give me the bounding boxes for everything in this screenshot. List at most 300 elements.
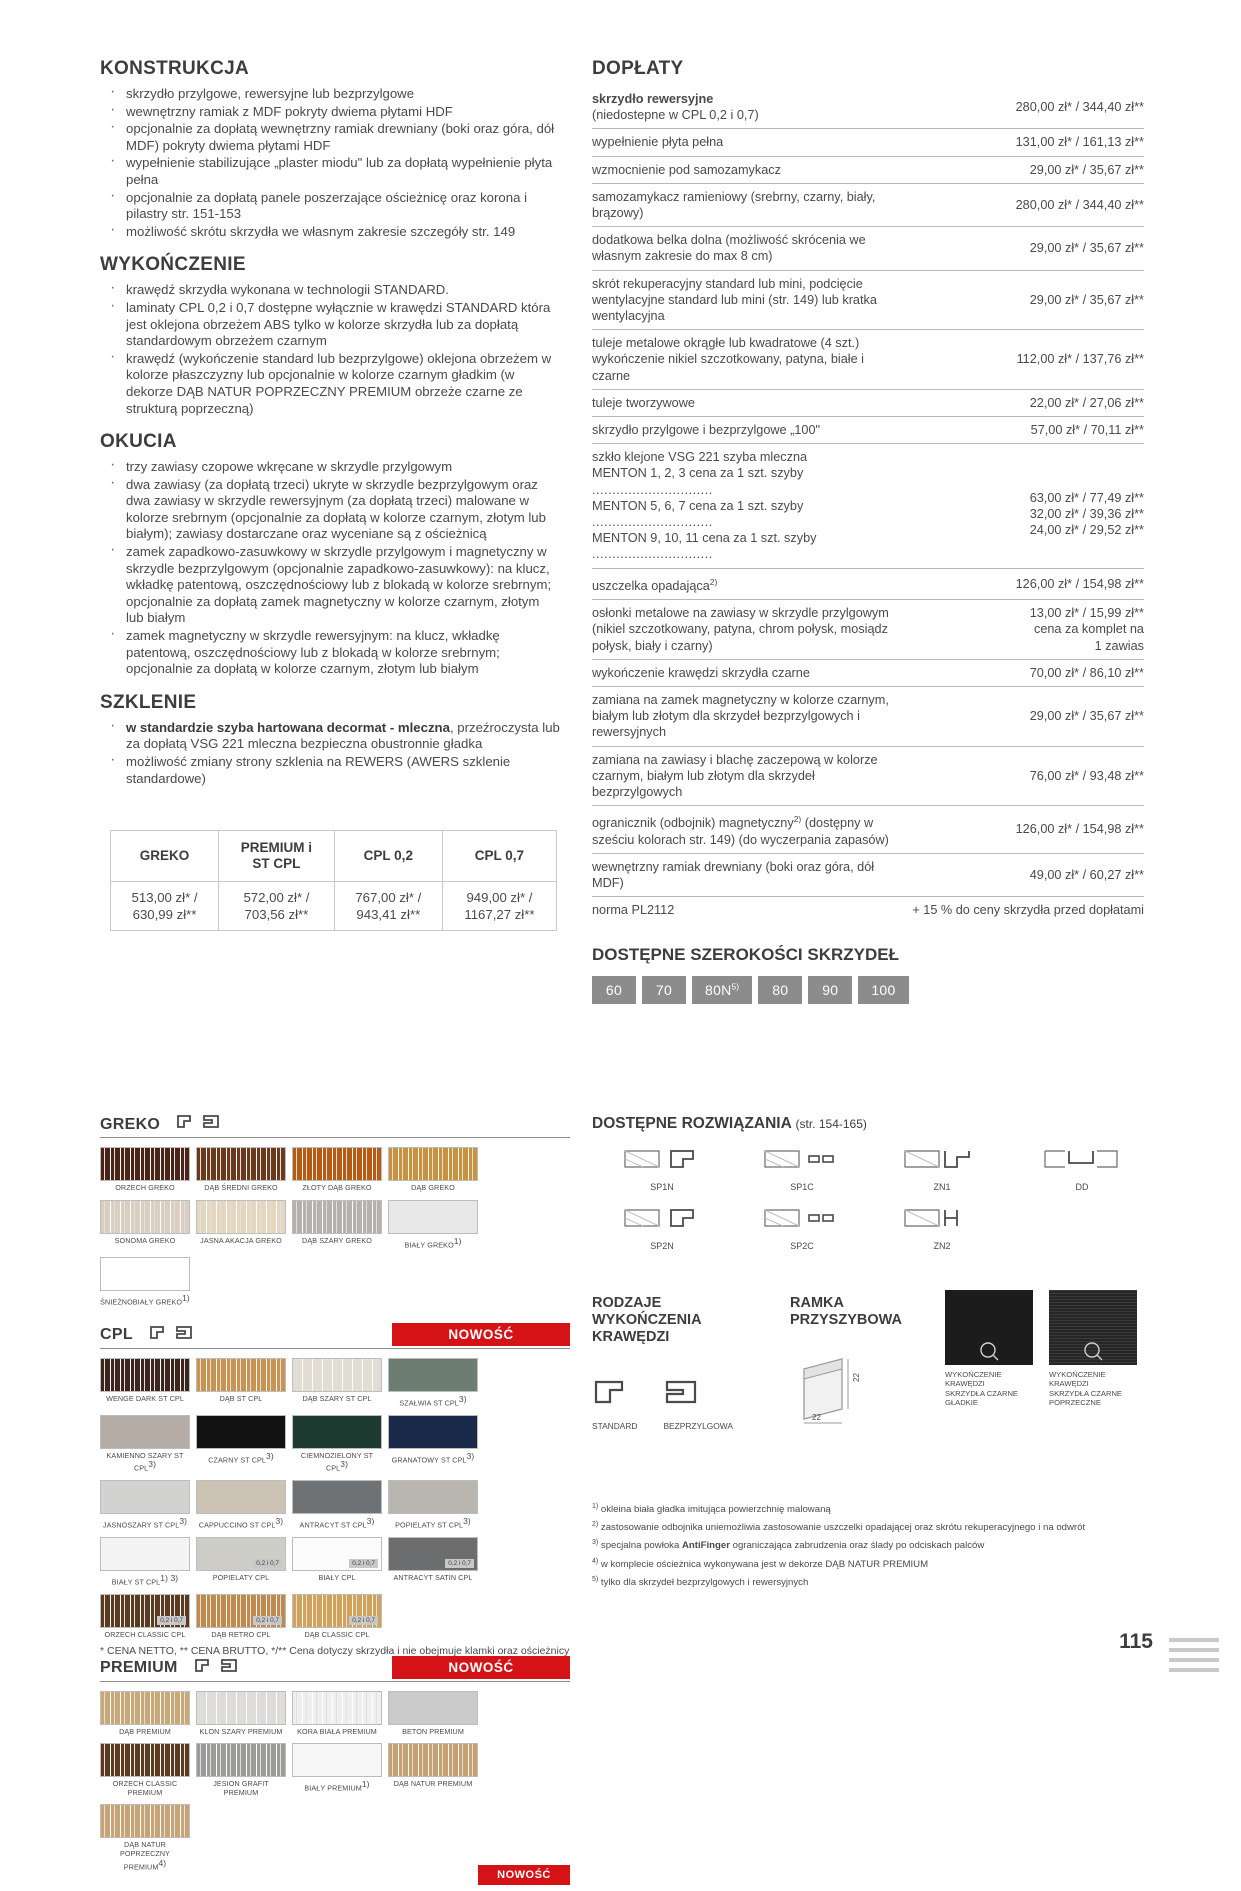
color-swatch[interactable] [100, 1594, 190, 1640]
price-header-3: CPL 0,7 [442, 831, 556, 882]
table-row [592, 227, 1144, 270]
color-swatch[interactable] [196, 1480, 286, 1530]
doplaty-price: 13,00 zł* / 15,99 zł** cena za komplet na 1 zawias [902, 600, 1144, 660]
color-swatch[interactable] [100, 1743, 190, 1797]
solution-diagram-icon [759, 1206, 845, 1232]
swatch-label: CAPPUCCINO ST CPL3) [198, 1516, 284, 1530]
decor-head [100, 1115, 570, 1134]
swatch-chip[interactable] [100, 1358, 190, 1392]
doplaty-price: 112,00 zł* / 137,76 zł** [902, 330, 1144, 390]
solution-code: SP2N [650, 1241, 674, 1251]
decor-section-premium [100, 1659, 570, 1879]
swatch-label: POPIELATY CPL [212, 1573, 270, 1583]
nowosc-badge: NOWOŚĆ [392, 1323, 570, 1346]
swatch-label: DĄB SZARY ST CPL [302, 1393, 372, 1403]
section-title-okucia: OKUCIA [100, 431, 177, 453]
swatch-chip[interactable] [196, 1147, 286, 1181]
edge-types-block [592, 1295, 772, 1431]
swatch-label: JESION GRAFIT PREMIUM [213, 1779, 269, 1797]
doplaty-label: wypełnienie płyta pełna [592, 129, 902, 156]
doplaty-price: 57,00 zł* / 70,11 zł** [902, 417, 1144, 444]
swatch-chip[interactable] [292, 1200, 382, 1234]
table-row [592, 746, 1144, 806]
solution-code: SP1N [650, 1182, 674, 1192]
color-swatch[interactable] [292, 1743, 382, 1797]
swatch-chip[interactable] [292, 1147, 382, 1181]
swatch-label: BETON PREMIUM [402, 1726, 464, 1736]
swatch-chip[interactable] [196, 1480, 286, 1514]
solution-diagram-icon [1039, 1147, 1125, 1173]
width-chip-70[interactable]: 70 [642, 976, 686, 1004]
color-swatch[interactable] [292, 1200, 382, 1250]
color-swatch[interactable] [292, 1594, 382, 1640]
solution-diagram-icon [899, 1147, 985, 1173]
color-swatch[interactable] [388, 1691, 478, 1737]
swatch-label: BIAŁY PREMIUM1) [304, 1779, 370, 1793]
swatch-badge: 0,2 i 0,7 [253, 1559, 282, 1568]
color-swatch[interactable] [196, 1200, 286, 1250]
swatch-chip[interactable] [196, 1358, 286, 1392]
table-row [592, 853, 1144, 896]
edge-profile-icons [192, 1659, 240, 1678]
section-list [100, 720, 560, 787]
color-swatch[interactable] [100, 1257, 190, 1307]
color-swatch[interactable] [196, 1743, 286, 1797]
swatch-chip[interactable] [292, 1415, 382, 1449]
edge-standard-icon [592, 1380, 634, 1406]
solutions-grid [592, 1147, 1152, 1265]
swatch-label: BIAŁY CPL [318, 1573, 356, 1583]
swatch-label: ŚNIEŻNOBIAŁY GREKO1) [100, 1292, 190, 1306]
swatch-label: DĄB CLASSIC CPL [304, 1630, 370, 1640]
section-title-konstrukcja: KONSTRUKCJA [100, 58, 249, 79]
left-column [100, 58, 560, 801]
table-row [592, 568, 1144, 599]
footnote-2: $^{2)}$ zastosowanie odbojnika uniemożliwia zastosowanie uszczelki opadającej oraz skrótu rekuperacyjnego i na odwrót [592, 1521, 1086, 1534]
color-swatch[interactable] [196, 1147, 286, 1193]
doplaty-price: + 15 % do ceny skrzydła przed dopłatami [912, 903, 1144, 918]
swatch-label: ANTRACYT SATIN CPL [393, 1573, 473, 1583]
color-swatch[interactable] [100, 1804, 190, 1871]
table-row [592, 86, 1144, 129]
list-item: · trzy zawiasy czopowe wkręcane w skrzydle przylgowym [100, 459, 560, 476]
edge-bezprzylgowa-icon [663, 1380, 709, 1406]
list-item: · zamek magnetyczny w skrzydle rewersyjnym: na klucz, wkładkę patentową, oszczędnościowy lub z blokadą w kolorze srebrnym; opcjonalnie za dopłatą w kolorze czarnym, złotym lub białym [100, 628, 560, 678]
table-row [592, 600, 1144, 660]
black-edge-finish-1 [1049, 1290, 1137, 1408]
table-row [592, 183, 1144, 226]
swatch-chip[interactable] [100, 1480, 190, 1514]
color-swatch[interactable] [292, 1415, 382, 1474]
footnotes [592, 1500, 1152, 1591]
color-swatch[interactable] [388, 1200, 478, 1250]
doplaty-price: 131,00 zł* / 161,13 zł** [902, 129, 1144, 156]
widths-row [592, 976, 1144, 1004]
swatch-label: DĄB ST CPL [219, 1393, 263, 1403]
swatch-chip[interactable] [196, 1594, 286, 1628]
swatch-grid [100, 1691, 570, 1879]
doplaty-price: 22,00 zł* / 27,06 zł** [902, 389, 1144, 416]
table-row [592, 806, 1144, 854]
decor-head [100, 1659, 570, 1678]
swatch-chip[interactable] [388, 1537, 478, 1571]
solution-item-sp2c[interactable] [732, 1206, 872, 1251]
doplaty-label: samozamykacz ramieniowy (srebrny, czarny, biały, brązowy) [592, 183, 902, 226]
swatch-badge: 0,2 i 0,7 [253, 1616, 282, 1625]
color-swatch[interactable] [388, 1743, 478, 1797]
swatch-chip[interactable] [100, 1257, 190, 1291]
swatch-chip[interactable] [388, 1147, 478, 1181]
section-list [100, 459, 560, 678]
swatch-label: GRANATOWY ST CPL3) [391, 1450, 475, 1464]
doplaty-title: DOPŁATY [592, 58, 684, 79]
table-row-glass [592, 444, 1144, 568]
doplaty-label: tuleje tworzywowe [592, 389, 902, 416]
page-number: 115 [1119, 1630, 1153, 1653]
doplaty-label: uszczelka opadająca$^{2)}$ [592, 568, 902, 599]
solution-diagram-icon [899, 1206, 985, 1232]
footnote-3: $^{3)}$ specjalna powłoka AntiFinger ograniczająca zabrudzenia oraz ślady po odciskach palców [592, 1539, 985, 1552]
color-swatch[interactable] [196, 1691, 286, 1737]
swatch-chip[interactable] [100, 1415, 190, 1449]
solution-code: DD [1075, 1182, 1089, 1192]
widths-title: DOSTĘPNE SZEROKOŚCI SKRZYDEŁ [592, 945, 899, 965]
swatch-chip[interactable] [388, 1358, 478, 1392]
swatch-chip[interactable] [388, 1415, 478, 1449]
doplaty-price: 280,00 zł* / 344,40 zł** [902, 86, 1144, 129]
doplaty-label: wykończenie krawędzi skrzydła czarne [592, 659, 902, 686]
color-swatch[interactable] [196, 1537, 286, 1587]
swatch-chip[interactable] [292, 1358, 382, 1392]
swatch-chip[interactable] [388, 1480, 478, 1514]
swatch-label: CZARNY ST CPL3) [208, 1450, 274, 1464]
doplaty-label: wewnętrzny ramiak drewniany (boki oraz góra, dół MDF) [592, 853, 902, 896]
solution-item-sp2n[interactable] [592, 1206, 732, 1251]
decor-sections [100, 1115, 570, 1891]
width-chip-60[interactable]: 60 [592, 976, 636, 1004]
swatch-chip[interactable] [196, 1200, 286, 1234]
swatch-chip[interactable] [292, 1480, 382, 1514]
swatch-badge: 0,2 i 0,7 [349, 1616, 378, 1625]
doplaty-label: zamiana na zawiasy i blachę zaczepową w kolorze czarnym, białym lub złotym dla skrzydeł bezprzylgowych [592, 746, 902, 806]
section-title-wykończenie: WYKOŃCZENIE [100, 254, 246, 276]
ramka-title-line2: PRZYSZYBOWA [790, 1312, 902, 1328]
list-item: · wypełnienie stabilizujące „plaster miodu" lub za dopłatą wypełnienie płyta pełna [100, 155, 560, 188]
color-swatch[interactable] [100, 1415, 190, 1474]
base-price-table [110, 830, 557, 931]
solutions-block [592, 1115, 1152, 1265]
table-row [592, 330, 1144, 390]
color-swatch[interactable] [196, 1594, 286, 1640]
swatch-label: ANTRACYT ST CPL3) [299, 1516, 375, 1530]
swatch-label: DĄB NATUR PREMIUM [393, 1779, 473, 1789]
list-item: · wewnętrzny ramiak z MDF pokryty dwiema płytami HDF [100, 104, 560, 121]
footnote-5: $^{5)}$ tylko dla skrzydeł bezprzylgowych i rewersyjnych [592, 1575, 809, 1588]
color-swatch[interactable] [100, 1691, 190, 1737]
swatch-grid [100, 1358, 570, 1647]
solution-item-dd[interactable] [1012, 1147, 1152, 1192]
doplaty-label: skrót rekuperacyjny standard lub mini, podcięcie wentylacyjne standard lub mini (str. 149) lub kratka wentylacyjna [592, 270, 902, 330]
table-row [592, 270, 1144, 330]
solution-code: ZN1 [933, 1182, 951, 1192]
color-swatch[interactable] [388, 1358, 478, 1408]
edge-profile-icons [174, 1115, 222, 1134]
color-swatch[interactable] [388, 1537, 478, 1587]
swatch-chip[interactable] [388, 1743, 478, 1777]
solution-code: SP1C [790, 1182, 814, 1192]
swatch-chip[interactable] [388, 1691, 478, 1725]
list-item: · opcjonalnie za dopłatą wewnętrzny ramiak drewniany (boki oraz góra, dół MDF) pokryty dwiema płytami HDF [100, 121, 560, 154]
swatch-label: DĄB ŚREDNI GREKO [204, 1183, 278, 1192]
edge-title-line3: KRAWĘDZI [592, 1329, 670, 1345]
doplaty-label: tuleje metalowe okrągłe lub kwadratowe (4 szt.) wykończenie nikiel szczotkowany, patyna, białe i czarne [592, 330, 902, 390]
swatch-label: DĄB GREKO [411, 1183, 455, 1192]
decorative-bars [1169, 1638, 1219, 1678]
list-item: · możliwość skrótu skrzydła we własnym zakresie szczegóły str. 149 [100, 224, 560, 241]
decor-rule [100, 1137, 570, 1138]
swatch-chip[interactable] [100, 1594, 190, 1628]
list-item: · dwa zawiasy (za dopłatą trzeci) ukryte w skrzydle bezprzylgowym oraz dwa zawiasy w skrzydle rewersyjnym (za dopłatą trzeci) malowane w kolorze srebrnym (opcjonalnie za dopłatą w kolorze czarnym, złotym lub białym); zawiasy dostarczane oraz wyceniane są z ościeżnicą [100, 477, 560, 543]
list-item: · skrzydło przylgowe, rewersyjne lub bezprzylgowe [100, 86, 560, 103]
ramka-height-dim: 22 [851, 1373, 861, 1382]
list-item: · laminaty CPL 0,2 i 0,7 dostępne wyłącznie w krawędzi STANDARD która jest oklejona obrzeżem ABS tylko w kolorze skrzydła lub za dopłatą standardowym obrzeżem czarnym [100, 300, 560, 350]
color-swatch[interactable] [100, 1200, 190, 1250]
section-list [100, 86, 560, 240]
color-swatch[interactable] [100, 1358, 190, 1408]
edge-bezprzylgowa-label: BEZPRZYLGOWA [663, 1421, 733, 1431]
swatch-label: SZAŁWIA ST CPL3) [399, 1393, 467, 1407]
list-item: · możliwość zmiany strony szklenia na REWERS (AWERS szklenie standardowe) [100, 754, 560, 787]
solutions-subtitle: (str. 154-165) [795, 1117, 867, 1131]
swatch-label: SONOMA GREKO [114, 1235, 176, 1245]
decor-rule [100, 1348, 570, 1349]
table-row [592, 389, 1144, 416]
doplaty-label: wzmocnienie pod samozamykacz [592, 156, 902, 183]
doplaty-price: 126,00 zł* / 154,98 zł** [902, 568, 1144, 599]
list-item: · krawędź skrzydła wykonana w technologii STANDARD. [100, 282, 560, 299]
table-row [592, 686, 1144, 746]
swatch-grid [100, 1147, 570, 1314]
doplaty-price: 49,00 zł* / 60,27 zł** [902, 853, 1144, 896]
swatch-label: DĄB RETRO CPL [211, 1630, 271, 1640]
swatch-label: DĄB NATUR POPRZECZNY PREMIUM4) [119, 1840, 171, 1872]
doplaty-label: skrzydło rewersyjne (niedostepne w CPL 0,2 i 0,7) [592, 86, 902, 129]
decor-section-cpl [100, 1326, 570, 1647]
width-chip-90[interactable]: 90 [808, 976, 852, 1004]
decor-section-greko [100, 1115, 570, 1314]
decor-name: GREKO [100, 1115, 161, 1133]
swatch-label: DĄB SZARY GREKO [302, 1235, 372, 1245]
decor-name: CPL [100, 1326, 133, 1344]
price-disclaimer: * CENA NETTO, ** CENA BRUTTO, */** Cena dotyczy skrzydła i nie obejmuje klamki oraz ościeżnicy [100, 1645, 570, 1657]
swatch-chip[interactable] [100, 1691, 190, 1725]
decor-head [100, 1326, 570, 1345]
swatch-chip[interactable] [196, 1691, 286, 1725]
table-row [592, 659, 1144, 686]
color-swatch[interactable] [292, 1537, 382, 1587]
swatch-chip[interactable] [100, 1147, 190, 1181]
price-value-1: 572,00 zł* / 703,56 zł** [219, 882, 335, 931]
doplaty-label: ogranicznik (odbojnik) magnetyczny$^{2)}$ (dostępny w sześciu kolorach str. 149) (do wyczerpania zapasów) [592, 806, 902, 854]
swatch-badge: 0,2 i 0,7 [157, 1616, 186, 1625]
glass-prices: 63,00 zł* / 77,49 zł** 32,00 zł* / 39,36 zł** 24,00 zł* / 29,52 zł** [902, 444, 1144, 568]
table-row [592, 897, 1144, 924]
swatch-label: ORZECH CLASSIC PREMIUM [112, 1779, 178, 1797]
color-swatch[interactable] [196, 1358, 286, 1408]
swatch-chip[interactable] [292, 1743, 382, 1777]
doplaty-label: zamiana na zamek magnetyczny w kolorze czarnym, białym lub złotym dla skrzydeł bezprzylgowych i rewersyjnych [592, 686, 902, 746]
finish-label: WYKOŃCZENIE KRAWĘDZI SKRZYDŁA CZARNE GŁADKIE [945, 1370, 1019, 1408]
swatch-chip[interactable] [100, 1537, 190, 1571]
color-swatch[interactable] [292, 1480, 382, 1530]
price-value-2: 767,00 zł* / 943,41 zł** [334, 882, 442, 931]
swatch-label: POPIELATY ST CPL3) [395, 1516, 471, 1530]
swatch-chip[interactable] [196, 1415, 286, 1449]
swatch-label: ORZECH CLASSIC CPL [104, 1630, 186, 1640]
ramka-width-dim: 22 [812, 1413, 821, 1422]
doplaty-label: norma PL2112 [592, 903, 675, 918]
swatch-label: DĄB PREMIUM [119, 1726, 171, 1736]
swatch-label: BIAŁY ST CPL1) 3) [111, 1573, 179, 1587]
solutions-title [592, 1115, 1152, 1133]
footnote-4: $^{4)}$ w komplecie ościeżnica wykonywana jest w dekorze DĄB NATUR PREMIUM [592, 1557, 929, 1570]
price-value-3: 949,00 zł* / 1167,27 zł** [442, 882, 556, 931]
table-row [592, 129, 1144, 156]
solution-item-sp1n[interactable] [592, 1147, 732, 1192]
table-row [592, 417, 1144, 444]
decor-name: PREMIUM [100, 1659, 178, 1677]
color-swatch[interactable] [388, 1480, 478, 1530]
doplaty-price: 29,00 zł* / 35,67 zł** [902, 270, 1144, 330]
solution-item-zn2[interactable] [872, 1206, 1012, 1251]
doplaty-price: 29,00 zł* / 35,67 zł** [902, 156, 1144, 183]
edge-item-bezprzylgowa [663, 1380, 733, 1431]
solution-code: ZN2 [933, 1241, 951, 1251]
swatch-label: KLON SZARY PREMIUM [199, 1726, 283, 1736]
finish-sample [945, 1290, 1033, 1365]
doplaty-price: 280,00 zł* / 344,40 zł** [902, 183, 1144, 226]
doplaty-price: 29,00 zł* / 35,67 zł** [902, 227, 1144, 270]
solution-item-zn1[interactable] [872, 1147, 1012, 1192]
section-title-szklenie: SZKLENIE [100, 691, 197, 713]
edge-standard-label: STANDARD [592, 1421, 638, 1431]
doplaty-label: osłonki metalowe na zawiasy w skrzydle przylgowym (nikiel szczotkowany, patyna, chrom połysk, mosiądz połysk, biały i czarny) [592, 600, 902, 660]
swatch-badge: 0,2 i 0,7 [349, 1559, 378, 1568]
color-swatch[interactable] [388, 1415, 478, 1474]
color-swatch[interactable] [292, 1691, 382, 1737]
edge-item-standard [592, 1380, 637, 1431]
list-item: · w standardzie szyba hartowana decormat - mleczna, przeźroczysta lub za dopłatą VSG 221 mleczna bezpieczna obustronnie gładka [100, 720, 560, 753]
edge-items [592, 1380, 772, 1431]
color-swatch[interactable] [100, 1147, 190, 1193]
edge-title-line2: WYKOŃCZENIA [592, 1312, 702, 1328]
finish-label: WYKOŃCZENIE KRAWĘDZI SKRZYDŁA CZARNE POPRZECZNE [1049, 1370, 1123, 1408]
swatch-label: KAMIENNO SZARY ST CPL3) [106, 1450, 184, 1473]
color-swatch[interactable] [388, 1147, 478, 1193]
solutions-title-text: DOSTĘPNE ROZWIĄZANIA [592, 1115, 792, 1132]
glass-labels: szkło klejone VSG 221 szyba mleczna MENTON 1, 2, 3 cena za 1 szt. szyby .............................. MENTON 5, 6, 7 cena za 1 szt. szyby .............................. MENTON 9, 10, 11 cena za 1 szt. szyby .............................. [592, 444, 902, 568]
swatch-chip[interactable] [196, 1743, 286, 1777]
doplaty-label: skrzydło przylgowe i bezprzylgowe „100" [592, 417, 902, 444]
table-row [592, 156, 1144, 183]
swatch-label: JASNA AKACJA GREKO [200, 1235, 282, 1245]
doplaty-price: 29,00 zł* / 35,67 zł** [902, 686, 1144, 746]
black-edge-finish-0 [945, 1290, 1033, 1408]
decor-rule [100, 1681, 570, 1682]
swatch-label: WENGE DARK ST CPL [106, 1393, 184, 1403]
ramka-title [790, 1295, 930, 1329]
swatch-chip[interactable] [292, 1594, 382, 1628]
color-swatch[interactable] [100, 1480, 190, 1530]
doplaty-price: 126,00 zł* / 154,98 zł** [902, 806, 1144, 854]
edge-types-title [592, 1295, 772, 1346]
finish-sample [1049, 1290, 1137, 1365]
ramka-title-line1: RAMKA [790, 1295, 844, 1311]
width-chip-80N[interactable]: $80N^{5)}$ [692, 976, 752, 1004]
black-edge-finishes [945, 1290, 1145, 1408]
price-header-2: CPL 0,2 [334, 831, 442, 882]
swatch-label: ZŁOTY DĄB GREKO [302, 1183, 372, 1192]
swatch-chip[interactable] [196, 1537, 286, 1571]
color-swatch[interactable] [196, 1415, 286, 1474]
solution-diagram-icon [619, 1147, 705, 1173]
swatch-chip[interactable] [100, 1743, 190, 1777]
price-header-1: PREMIUM i ST CPL [219, 831, 335, 882]
solution-diagram-icon [759, 1147, 845, 1173]
swatch-badge: 0,2 i 0,7 [445, 1559, 474, 1568]
solution-code: SP2C [790, 1241, 814, 1251]
swatch-label: CIEMNOZIELONY ST CPL3) [300, 1450, 374, 1473]
edge-profile-icons [147, 1326, 195, 1345]
right-column [592, 58, 1144, 1004]
solution-item-sp1c[interactable] [732, 1147, 872, 1192]
swatch-chip[interactable] [388, 1200, 478, 1234]
list-item: · opcjonalnie za dopłatą panele poszerzające ościeżnicę oraz korona i pilastry str. 151-153 [100, 190, 560, 223]
nowosc-badge-premium: NOWOŚĆ [478, 1865, 570, 1885]
doplaty-price: 76,00 zł* / 93,48 zł** [902, 746, 1144, 806]
color-swatch[interactable] [292, 1147, 382, 1193]
doplaty-label: dodatkowa belka dolna (możliwość skrócenia we własnym zakresie do max 8 cm) [592, 227, 902, 270]
price-value-0: 513,00 zł* / 630,99 zł** [111, 882, 219, 931]
footnote-1: $^{1)}$ okleina biała gładka imitująca powierzchnię malowaną [592, 1503, 831, 1516]
swatch-label: BIAŁY GREKO1) [404, 1235, 462, 1249]
ramka-diagram [790, 1351, 930, 1434]
width-chip-100[interactable]: 100 [858, 976, 908, 1004]
swatch-label: KORA BIAŁA PREMIUM [297, 1726, 377, 1736]
swatch-label: JASNOSZARY ST CPL3) [102, 1516, 188, 1530]
width-chip-80[interactable]: 80 [758, 976, 802, 1004]
doplaty-price: 70,00 zł* / 86,10 zł** [902, 659, 1144, 686]
swatch-chip[interactable] [292, 1691, 382, 1725]
magnifier-icon [1083, 1341, 1103, 1361]
list-item: · krawędź (wykończenie standard lub bezprzylgowe) oklejona obrzeżem w kolorze płaszczyzny lub opcjonalnie w kolorze czarnym gładkim (w dekorze DĄB NATUR POPRZECZNY PREMIUM obrzeże czarne ze strukturą poprzeczną) [100, 351, 560, 417]
color-swatch[interactable] [100, 1537, 190, 1587]
doplaty-table [592, 86, 1144, 923]
list-item: · zamek zapadkowo-zasuwkowy w skrzydle przylgowym i magnetyczny w skrzydle bezprzylgowym (opcjonalnie zapadkowo-zasuwkowy): na klucz, wkładkę patentową, oszczędnościowy lub z blokadą w kolorze srebrnym; opcjonalnie za dopłatą zamek magnetyczny w kolorze czarnym, złotym lub białym [100, 544, 560, 627]
ramka-block [790, 1295, 930, 1434]
ramka-frame-icon [790, 1351, 910, 1429]
edge-title-line1: RODZAJE [592, 1295, 662, 1311]
swatch-chip[interactable] [292, 1537, 382, 1571]
magnifier-icon [979, 1341, 999, 1361]
swatch-label: ORZECH GREKO [115, 1183, 175, 1192]
section-list [100, 282, 560, 417]
color-swatch[interactable] [292, 1358, 382, 1408]
swatch-chip[interactable] [100, 1200, 190, 1234]
nowosc-badge: NOWOŚĆ [392, 1656, 570, 1679]
swatch-chip[interactable] [100, 1804, 190, 1838]
solution-diagram-icon [619, 1206, 705, 1232]
